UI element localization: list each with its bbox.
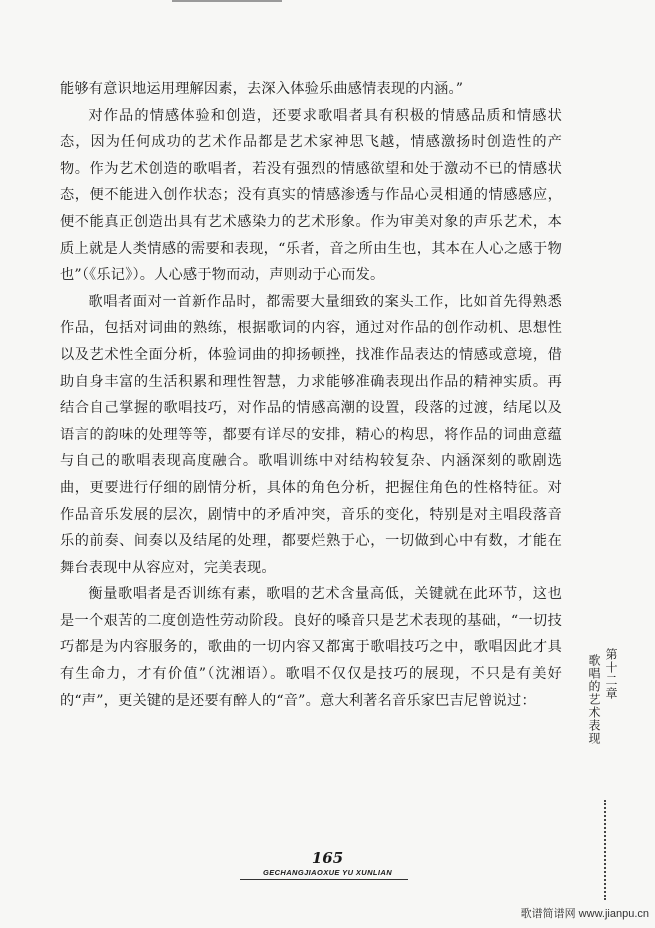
paragraph-2: 对作品的情感体验和创造，还要求歌唱者具有积极的情感品质和情感状态，因为任何成功的艺术作品都是艺术家神思飞越，情感激扬时创造性的产物。作为艺术创造的歌唱者，若没有强烈的情感欲望和处于激动不已的情感状态，便不能进入创作状态；没有真实的情感渗透与作品心灵相通的情感感应，便不能真正创造出具有艺术感染力的艺术形象。作为审美对象的声乐艺术，本质上就是人类情感的需要和表现，“乐者，音之所由生也，其本在人心之感于物也”（《乐记》）。人心感于物而动，声则动于心而发。 xyxy=(60,107,562,284)
paragraph-4: 衡量歌唱者是否训练有素，歌唱的艺术含量高低，关键就在此环节，这也是一个艰苦的二度创造性劳动阶段。良好的嗓音只是艺术表现的基础，“一切技巧都是为内容服务的，歌曲的一切内容又都寓于歌唱技巧之中，歌唱因此才具有生命力，才有价值”（沈湘语）。歌唱不仅仅是技巧的展现，不只是有美好的“声”，更关键的是还要有醉人的“音”。意大利著名音乐家巴吉尼曾说过： xyxy=(60,586,562,709)
top-rule xyxy=(172,0,282,2)
chapter-label: 第十二章 xyxy=(604,648,618,700)
footer-rule xyxy=(240,879,408,880)
paragraph-3: 歌唱者面对一首新作品时，都需要大量细致的案头工作，比如首先得熟悉作品，包括对词曲的熟练，根据歌词的内容，通过对作品的创作动机、思想性以及艺术性全面分析，体验词曲的抑扬顿挫，找准作品表达的情感或意境，借助自身丰富的生活积累和理性智慧，力求能够准确表现出作品的精神实质。再结合自己掌握的歌唱技巧，对作品的情感高潮的设置，段落的过渡，结尾以及语言的韵味的处理等等，都要有详尽的安排，精心的构思，将作品的词曲意蕴与自己的歌唱表现高度融合。歌唱训练中对结构较复杂、内涵深刻的歌剧选曲，更要进行仔细的剧情分析，具体的角色分析，把握住角色的性格特征。对作品音乐发展的层次，剧情中的矛盾冲突，音乐的变化，特别是对主唱段落音乐的前奏、间奏以及结尾的处理，都要烂熟于心，一切做到心中有数，才能在舞台表现中从容应对，完美表现。 xyxy=(60,293,562,576)
watermark: 歌谱简谱网 www.jianpu.cn xyxy=(520,908,649,920)
page-number: 165 xyxy=(311,849,344,867)
side-dotted-rule xyxy=(604,800,606,900)
footer-book-title: GECHANGJIAOXUE YU XUNLIAN xyxy=(262,868,393,877)
paragraph-1: 能够有意识地运用理解因素，去深入体验乐曲感情表现的内涵。” xyxy=(60,81,464,97)
body-text xyxy=(60,76,562,714)
chapter-side-tab xyxy=(587,648,620,745)
section-label: 歌唱的艺术表现 xyxy=(587,654,601,745)
